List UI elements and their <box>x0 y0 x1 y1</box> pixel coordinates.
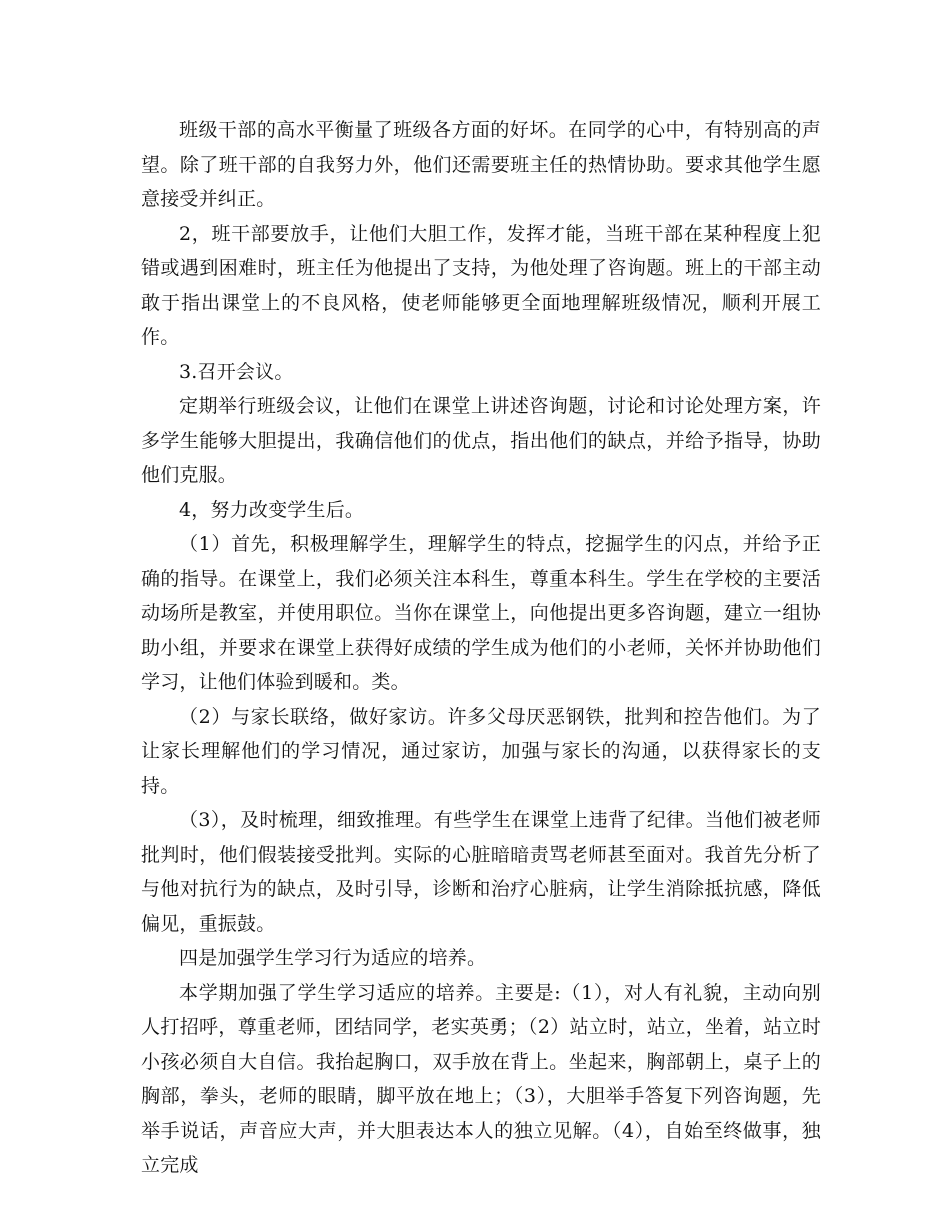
paragraph-habit-training: 本学期加强了学生学习适应的培养。主要是:（1），对人有礼貌，主动向别人打招呼，尊重老师，团结同学，老实英勇；（2）站立时，站立，坐着，站立时小孩必须自大自信。我抬起胸口，双手放在背上。坐起来，胸部朝上，桌子上的胸部，拳头，老师的眼睛，脚平放在地上；（3），大胆举手答复下列咨询题，先举手说话，声音应大声，并大胆表达本人的独立见解。（4），自始至终做事，独立完成 <box>141 981 821 1176</box>
paragraph-class-meetings: 定期举行班级会议，让他们在课堂上讲述咨询题，讨论和讨论处理方案，许多学生能够大胆提出，我确信他们的优点，指出他们的缺点，并给予指导，协助他们克服。 <box>141 395 821 486</box>
paragraph-subpoint-2: （2）与家长联络，做好家访。许多父母厌恶钢铁，批判和控告他们。为了让家长理解他们的学习情况，通过家访，加强与家长的沟通，以获得家长的支持。 <box>141 705 821 797</box>
paragraph-point-2: 2，班干部要放手，让他们大胆工作，发挥才能，当班干部在某种程度上犯错或遇到困难时，班主任为他提出了支持，为他处理了咨询题。班上的干部主动敢于指出课堂上的不良风格，使老师能够更全面地理解班级情况，顺利开展工作。 <box>141 222 821 348</box>
document-body <box>141 113 821 1183</box>
paragraph-subpoint-3: （3），及时梳理，细致推理。有些学生在课堂上违背了纪律。当他们被老师批判时，他们假装接受批判。实际的心脏暗暗责骂老师甚至面对。我首先分析了与他对抗行为的缺点，及时引导，诊断和治疗心脏病，让学生消除抵抗感，降低偏见，重振鼓。 <box>141 809 821 935</box>
paragraph-class-cadres: 班级干部的高水平衡量了班级各方面的好坏。在同学的心中，有特别高的声望。除了班干部的自我努力外，他们还需要班主任的热情协助。要求其他学生愿意接受并纠正。 <box>141 119 821 210</box>
paragraph-point-4-heading: 4，努力改变学生后。 <box>179 498 365 521</box>
paragraph-point-3-heading: 3.召开会议。 <box>179 360 294 383</box>
paragraph-subpoint-1: （1）首先，积极理解学生，理解学生的特点，挖掘学生的闪点，并给予正确的指导。在课堂上，我们必须关注本科生，尊重本科生。学生在学校的主要活动场所是教室，并使用职位。当你在课堂上，向他提出更多咨询题，建立一组协助小组，并要求在课堂上获得好成绩的学生成为他们的小老师，关怀并协助他们学习，让他们体验到暖和。类。 <box>141 533 821 693</box>
paragraph-section-4-heading: 四是加强学生学习行为适应的培养。 <box>179 947 487 969</box>
